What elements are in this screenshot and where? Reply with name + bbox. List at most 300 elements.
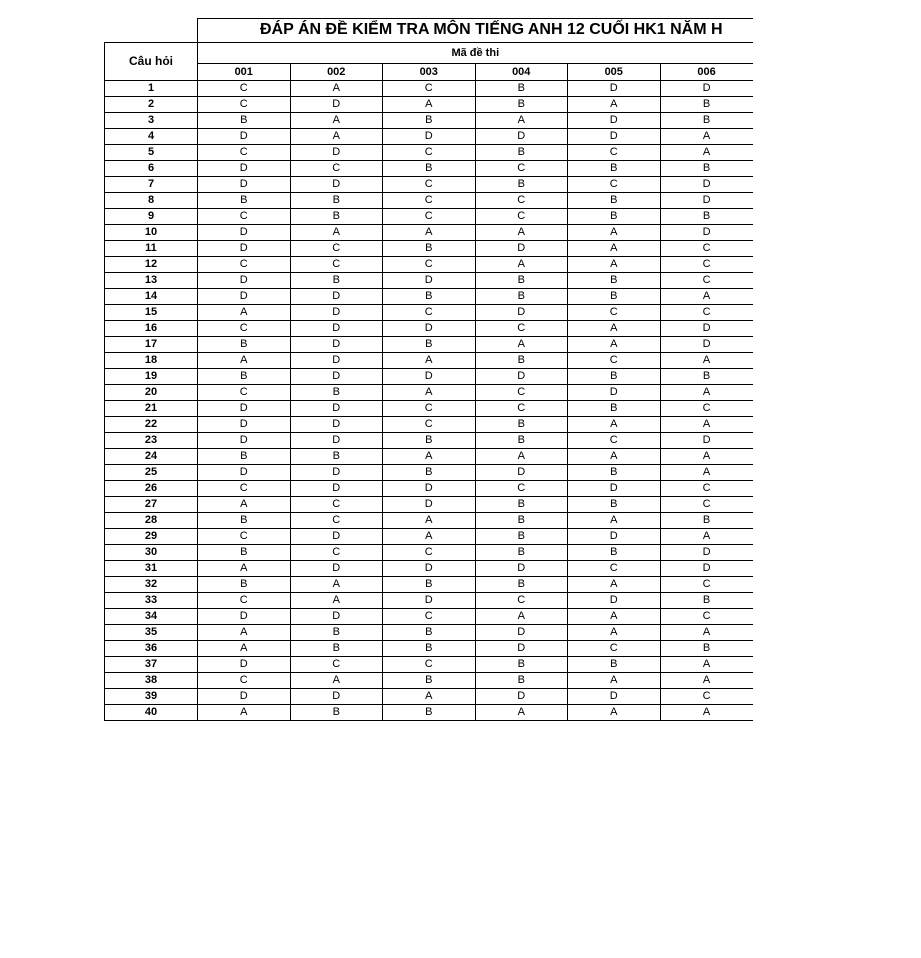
- answer-cell: B: [660, 209, 753, 225]
- question-number: 9: [105, 209, 198, 225]
- question-number: 29: [105, 529, 198, 545]
- answer-cell: A: [290, 673, 383, 689]
- answer-cell: C: [290, 545, 383, 561]
- table-row: [105, 545, 753, 561]
- answer-cell: D: [568, 593, 661, 609]
- question-number: 32: [105, 577, 198, 593]
- answer-cell: A: [660, 449, 753, 465]
- answer-cell: D: [198, 241, 291, 257]
- question-number: 11: [105, 241, 198, 257]
- answer-cell: D: [290, 337, 383, 353]
- table-row: [105, 193, 753, 209]
- answer-cell: A: [568, 705, 661, 721]
- answer-cell: D: [198, 161, 291, 177]
- table-row: [105, 689, 753, 705]
- header-row-1: [105, 43, 753, 64]
- answer-cell: D: [568, 81, 661, 97]
- answer-cell: D: [198, 433, 291, 449]
- question-number: 35: [105, 625, 198, 641]
- question-number: 37: [105, 657, 198, 673]
- question-number: 3: [105, 113, 198, 129]
- answer-cell: D: [475, 305, 568, 321]
- table-row: [105, 401, 753, 417]
- answer-cell: A: [568, 257, 661, 273]
- answer-cell: A: [568, 337, 661, 353]
- answer-cell: C: [198, 385, 291, 401]
- question-number: 15: [105, 305, 198, 321]
- answer-cell: D: [290, 609, 383, 625]
- answer-cell: B: [383, 705, 476, 721]
- answer-cell: D: [198, 465, 291, 481]
- answer-cell: B: [198, 193, 291, 209]
- answer-cell: D: [568, 385, 661, 401]
- answer-cell: C: [290, 497, 383, 513]
- answer-cell: C: [198, 593, 291, 609]
- answer-cell: D: [568, 481, 661, 497]
- answer-cell: C: [660, 497, 753, 513]
- answer-cell: D: [383, 369, 476, 385]
- answer-cell: A: [660, 657, 753, 673]
- answer-cell: B: [198, 545, 291, 561]
- answer-cell: B: [568, 193, 661, 209]
- answer-cell: C: [383, 609, 476, 625]
- answer-cell: C: [383, 177, 476, 193]
- answer-cell: C: [660, 241, 753, 257]
- table-row: [105, 609, 753, 625]
- answer-cell: B: [198, 337, 291, 353]
- answer-cell: C: [568, 561, 661, 577]
- answer-cell: B: [383, 465, 476, 481]
- exam-code-002: 002: [290, 64, 383, 81]
- answer-cell: B: [198, 113, 291, 129]
- answer-cell: B: [290, 641, 383, 657]
- table-row: [105, 321, 753, 337]
- answer-cell: B: [475, 289, 568, 305]
- question-number: 22: [105, 417, 198, 433]
- answer-cell: C: [475, 385, 568, 401]
- answer-cell: B: [660, 161, 753, 177]
- answer-cell: D: [660, 561, 753, 577]
- answer-cell: C: [660, 481, 753, 497]
- answer-cell: D: [475, 625, 568, 641]
- answer-cell: A: [198, 561, 291, 577]
- answer-cell: D: [475, 689, 568, 705]
- answer-cell: A: [660, 705, 753, 721]
- answer-cell: D: [383, 497, 476, 513]
- answer-cell: A: [198, 641, 291, 657]
- question-number: 16: [105, 321, 198, 337]
- answer-cell: A: [290, 225, 383, 241]
- answer-cell: A: [660, 465, 753, 481]
- answer-cell: D: [198, 129, 291, 145]
- answer-cell: D: [290, 417, 383, 433]
- answer-cell: C: [475, 401, 568, 417]
- answer-cell: A: [383, 353, 476, 369]
- answer-sheet: [104, 18, 752, 721]
- answer-table: [104, 42, 753, 721]
- table-row: [105, 177, 753, 193]
- table-row: [105, 257, 753, 273]
- answer-cell: C: [383, 193, 476, 209]
- answer-cell: B: [475, 577, 568, 593]
- answer-cell: C: [198, 81, 291, 97]
- answer-cell: D: [290, 305, 383, 321]
- answer-cell: B: [383, 113, 476, 129]
- table-row: [105, 593, 753, 609]
- answer-cell: A: [290, 593, 383, 609]
- table-row: [105, 561, 753, 577]
- answer-cell: C: [383, 81, 476, 97]
- table-row: [105, 145, 753, 161]
- answer-cell: B: [383, 337, 476, 353]
- answer-cell: C: [660, 305, 753, 321]
- answer-cell: A: [568, 321, 661, 337]
- answer-cell: A: [198, 353, 291, 369]
- answer-cell: C: [383, 209, 476, 225]
- answer-cell: A: [290, 129, 383, 145]
- table-row: [105, 225, 753, 241]
- answer-cell: C: [568, 305, 661, 321]
- question-number: 7: [105, 177, 198, 193]
- answer-cell: B: [660, 593, 753, 609]
- answer-cell: D: [660, 321, 753, 337]
- answer-cell: C: [290, 657, 383, 673]
- answer-cell: C: [475, 209, 568, 225]
- question-number: 26: [105, 481, 198, 497]
- answer-cell: A: [660, 385, 753, 401]
- answer-cell: B: [475, 145, 568, 161]
- question-number: 39: [105, 689, 198, 705]
- answer-cell: B: [383, 433, 476, 449]
- answer-cell: D: [290, 353, 383, 369]
- answer-cell: A: [568, 417, 661, 433]
- answer-cell: D: [198, 177, 291, 193]
- exam-code-006: 006: [660, 64, 753, 81]
- exam-code-005: 005: [568, 64, 661, 81]
- table-row: [105, 241, 753, 257]
- answer-cell: A: [660, 129, 753, 145]
- question-number: 18: [105, 353, 198, 369]
- answer-cell: C: [568, 145, 661, 161]
- answer-cell: C: [198, 673, 291, 689]
- answer-cell: B: [475, 417, 568, 433]
- table-row: [105, 577, 753, 593]
- answer-cell: D: [290, 289, 383, 305]
- answer-cell: D: [290, 465, 383, 481]
- answer-cell: B: [568, 369, 661, 385]
- answer-cell: C: [475, 593, 568, 609]
- table-row: [105, 209, 753, 225]
- answer-cell: A: [568, 609, 661, 625]
- answer-cell: B: [198, 577, 291, 593]
- answer-cell: D: [660, 81, 753, 97]
- answer-cell: D: [383, 321, 476, 337]
- answer-cell: B: [475, 497, 568, 513]
- exam-code-004: 004: [475, 64, 568, 81]
- answer-cell: B: [475, 273, 568, 289]
- answer-cell: D: [383, 129, 476, 145]
- answer-cell: B: [290, 193, 383, 209]
- answer-cell: D: [290, 529, 383, 545]
- answer-cell: A: [475, 705, 568, 721]
- answer-cell: B: [660, 113, 753, 129]
- answer-cell: A: [475, 257, 568, 273]
- answer-cell: A: [660, 673, 753, 689]
- answer-cell: C: [198, 321, 291, 337]
- answer-cell: D: [660, 193, 753, 209]
- answer-cell: D: [383, 481, 476, 497]
- table-row: [105, 433, 753, 449]
- answer-cell: D: [475, 241, 568, 257]
- answer-cell: A: [475, 337, 568, 353]
- answer-cell: B: [568, 289, 661, 305]
- answer-cell: A: [383, 225, 476, 241]
- question-number: 40: [105, 705, 198, 721]
- answer-cell: D: [660, 433, 753, 449]
- answer-cell: C: [660, 273, 753, 289]
- answer-cell: A: [660, 625, 753, 641]
- answer-cell: A: [290, 113, 383, 129]
- answer-cell: C: [660, 401, 753, 417]
- question-number: 34: [105, 609, 198, 625]
- question-number: 38: [105, 673, 198, 689]
- question-header: Câu hỏi: [105, 43, 198, 81]
- table-row: [105, 641, 753, 657]
- question-number: 23: [105, 433, 198, 449]
- answer-cell: A: [568, 449, 661, 465]
- answer-cell: B: [290, 273, 383, 289]
- answer-cell: D: [568, 689, 661, 705]
- question-number: 24: [105, 449, 198, 465]
- question-number: 10: [105, 225, 198, 241]
- answer-cell: A: [568, 625, 661, 641]
- answer-cell: C: [383, 305, 476, 321]
- question-number: 12: [105, 257, 198, 273]
- answer-cell: D: [475, 561, 568, 577]
- answer-cell: B: [383, 625, 476, 641]
- question-number: 1: [105, 81, 198, 97]
- answer-cell: C: [290, 241, 383, 257]
- answer-cell: B: [568, 545, 661, 561]
- answer-cell: C: [383, 257, 476, 273]
- exam-code-003: 003: [383, 64, 476, 81]
- answer-cell: B: [568, 401, 661, 417]
- question-number: 19: [105, 369, 198, 385]
- question-number: 8: [105, 193, 198, 209]
- answer-cell: A: [475, 449, 568, 465]
- answer-cell: D: [290, 401, 383, 417]
- answer-cell: C: [660, 257, 753, 273]
- table-row: [105, 657, 753, 673]
- answer-cell: D: [198, 289, 291, 305]
- answer-cell: A: [198, 625, 291, 641]
- answer-rows: [105, 81, 753, 721]
- answer-cell: B: [568, 657, 661, 673]
- table-row: [105, 353, 753, 369]
- answer-cell: B: [198, 513, 291, 529]
- code-header: Mã đề thi: [198, 43, 753, 64]
- question-number: 13: [105, 273, 198, 289]
- table-row: [105, 97, 753, 113]
- answer-cell: D: [475, 465, 568, 481]
- answer-cell: B: [383, 641, 476, 657]
- answer-cell: B: [383, 161, 476, 177]
- answer-cell: C: [383, 545, 476, 561]
- answer-cell: B: [475, 81, 568, 97]
- answer-cell: B: [198, 369, 291, 385]
- table-row: [105, 289, 753, 305]
- answer-cell: B: [290, 449, 383, 465]
- question-number: 4: [105, 129, 198, 145]
- question-number: 6: [105, 161, 198, 177]
- answer-cell: C: [660, 689, 753, 705]
- answer-cell: D: [383, 561, 476, 577]
- answer-cell: B: [383, 289, 476, 305]
- table-row: [105, 449, 753, 465]
- answer-cell: D: [383, 593, 476, 609]
- answer-cell: C: [198, 481, 291, 497]
- answer-cell: B: [475, 513, 568, 529]
- answer-cell: C: [475, 193, 568, 209]
- answer-cell: D: [568, 529, 661, 545]
- table-row: [105, 417, 753, 433]
- answer-cell: A: [660, 289, 753, 305]
- answer-cell: D: [568, 113, 661, 129]
- answer-cell: D: [198, 657, 291, 673]
- answer-cell: D: [383, 273, 476, 289]
- question-number: 36: [105, 641, 198, 657]
- answer-cell: A: [383, 689, 476, 705]
- answer-cell: A: [383, 449, 476, 465]
- answer-cell: A: [198, 497, 291, 513]
- answer-cell: C: [383, 417, 476, 433]
- answer-cell: D: [198, 225, 291, 241]
- answer-cell: D: [568, 129, 661, 145]
- table-row: [105, 529, 753, 545]
- answer-cell: A: [198, 305, 291, 321]
- answer-cell: B: [475, 529, 568, 545]
- answer-cell: D: [198, 273, 291, 289]
- question-number: 27: [105, 497, 198, 513]
- answer-cell: B: [475, 657, 568, 673]
- answer-cell: B: [290, 209, 383, 225]
- answer-cell: A: [475, 113, 568, 129]
- answer-cell: A: [568, 673, 661, 689]
- answer-cell: C: [383, 145, 476, 161]
- question-number: 28: [105, 513, 198, 529]
- answer-cell: C: [198, 257, 291, 273]
- answer-cell: D: [475, 129, 568, 145]
- answer-cell: D: [290, 321, 383, 337]
- answer-cell: C: [198, 529, 291, 545]
- answer-cell: B: [660, 513, 753, 529]
- answer-cell: C: [198, 97, 291, 113]
- table-row: [105, 161, 753, 177]
- answer-cell: C: [475, 161, 568, 177]
- answer-cell: B: [568, 161, 661, 177]
- answer-cell: D: [475, 641, 568, 657]
- question-number: 31: [105, 561, 198, 577]
- question-number: 2: [105, 97, 198, 113]
- question-number: 25: [105, 465, 198, 481]
- answer-cell: D: [290, 689, 383, 705]
- answer-cell: A: [660, 529, 753, 545]
- answer-cell: B: [475, 545, 568, 561]
- answer-cell: B: [660, 641, 753, 657]
- question-number: 17: [105, 337, 198, 353]
- answer-cell: C: [290, 257, 383, 273]
- question-number: 14: [105, 289, 198, 305]
- answer-cell: A: [568, 577, 661, 593]
- answer-cell: D: [660, 337, 753, 353]
- table-row: [105, 337, 753, 353]
- answer-cell: B: [198, 449, 291, 465]
- title-box: [197, 18, 753, 42]
- question-number: 21: [105, 401, 198, 417]
- answer-cell: B: [660, 369, 753, 385]
- question-number: 20: [105, 385, 198, 401]
- table-row: [105, 369, 753, 385]
- answer-cell: A: [383, 513, 476, 529]
- answer-cell: D: [290, 433, 383, 449]
- answer-cell: D: [290, 481, 383, 497]
- exam-code-001: 001: [198, 64, 291, 81]
- answer-cell: C: [568, 177, 661, 193]
- answer-cell: B: [290, 385, 383, 401]
- question-number: 5: [105, 145, 198, 161]
- answer-cell: A: [383, 385, 476, 401]
- table-row: [105, 81, 753, 97]
- header-row-codes: [105, 64, 753, 81]
- table-row: [105, 129, 753, 145]
- table-row: [105, 113, 753, 129]
- answer-cell: B: [475, 177, 568, 193]
- answer-cell: A: [660, 353, 753, 369]
- answer-cell: D: [475, 369, 568, 385]
- answer-cell: B: [290, 625, 383, 641]
- table-row: [105, 305, 753, 321]
- table-row: [105, 385, 753, 401]
- answer-cell: A: [290, 577, 383, 593]
- answer-cell: C: [198, 145, 291, 161]
- answer-cell: C: [568, 433, 661, 449]
- answer-cell: B: [475, 97, 568, 113]
- answer-cell: C: [660, 609, 753, 625]
- table-row: [105, 273, 753, 289]
- answer-cell: A: [660, 417, 753, 433]
- answer-cell: C: [475, 481, 568, 497]
- answer-cell: C: [475, 321, 568, 337]
- answer-cell: A: [198, 705, 291, 721]
- answer-cell: D: [660, 177, 753, 193]
- sheet-title: ĐÁP ÁN ĐỀ KIỂM TRA MÔN TIẾNG ANH 12 CUỐI HK1 NĂM H: [260, 21, 723, 38]
- answer-cell: B: [383, 673, 476, 689]
- question-number: 30: [105, 545, 198, 561]
- answer-cell: A: [568, 225, 661, 241]
- answer-cell: C: [660, 577, 753, 593]
- table-row: [105, 497, 753, 513]
- answer-cell: C: [568, 641, 661, 657]
- answer-cell: A: [475, 225, 568, 241]
- answer-cell: D: [290, 177, 383, 193]
- table-row: [105, 625, 753, 641]
- table-row: [105, 465, 753, 481]
- answer-cell: C: [383, 657, 476, 673]
- answer-cell: B: [568, 465, 661, 481]
- answer-cell: D: [290, 97, 383, 113]
- answer-cell: A: [290, 81, 383, 97]
- answer-cell: D: [198, 417, 291, 433]
